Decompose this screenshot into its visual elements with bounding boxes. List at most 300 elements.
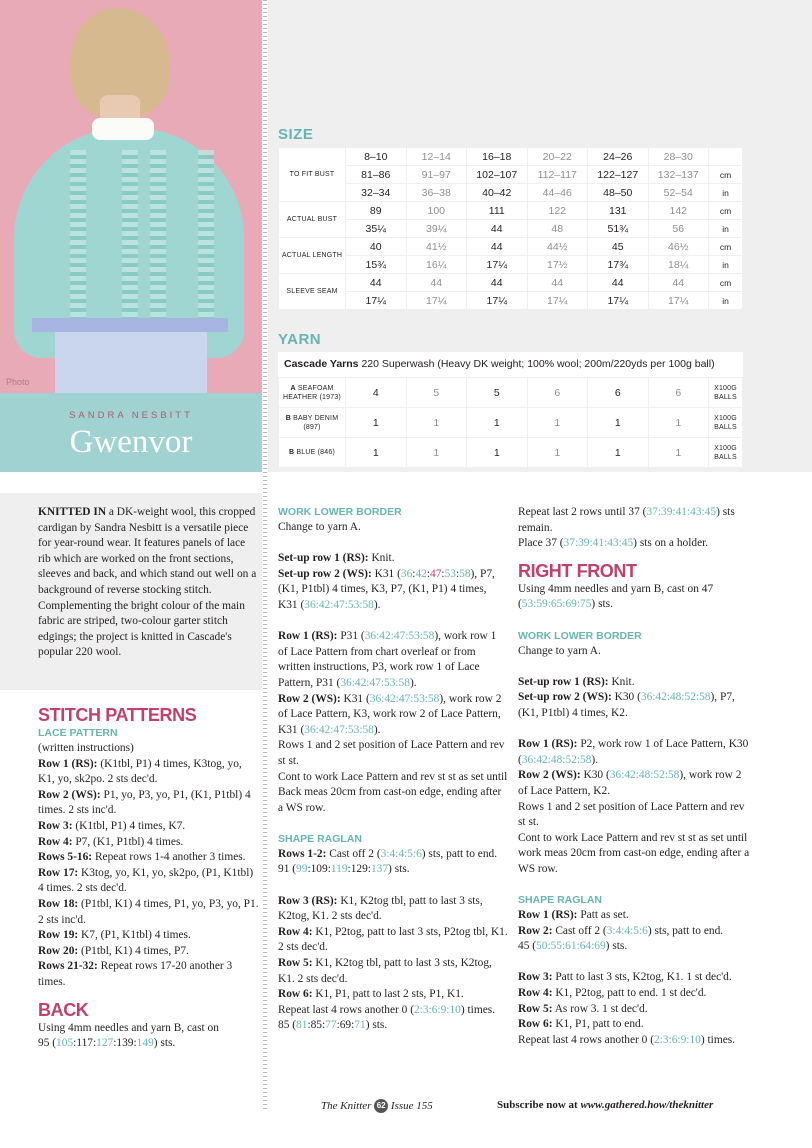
row-text: K7, (P1, K1tbl) 4 times. — [78, 929, 191, 942]
size-number: 36:42:47:53:58 — [364, 630, 435, 643]
yarn-name: BLUE (846) — [296, 449, 335, 456]
yarn-brand: Cascade Yarns — [284, 358, 359, 370]
cover-photo — [0, 0, 262, 393]
change-yarn: Change to yarn A. — [278, 521, 361, 533]
size-cell: 44 — [407, 274, 467, 291]
row-2 — [278, 692, 508, 739]
row-label: Set-up row 1 (RS): — [518, 675, 609, 688]
text: Repeat last 4 rows another 0 ( — [518, 1033, 655, 1046]
size-unit: in — [709, 184, 742, 201]
row-text: Repeat rows 1-4 another 3 times. — [92, 851, 246, 864]
designer-name: SANDRA NESBITT — [69, 410, 193, 421]
row-label: Row 1 (RS): — [38, 757, 98, 770]
yarn-description — [278, 352, 743, 377]
row-label: Row 17: — [38, 866, 79, 879]
instruction-line — [278, 956, 508, 987]
size-number: 36:42:48:52:58 — [521, 753, 592, 766]
instruction-line — [38, 819, 260, 835]
size-cell: 17¼ — [588, 292, 648, 309]
size-number: 117 — [76, 1037, 93, 1050]
yarn-cell: 1 — [588, 408, 648, 437]
row-text: Patt to last 3 sts, K2tog, K1. 1 st dec'd. — [552, 971, 732, 984]
text: :109: — [307, 863, 331, 876]
row-label: Row 3: — [38, 819, 73, 832]
size-row-label: SLEEVE SEAM — [279, 274, 345, 309]
size-number: 36:42:48:52:58 — [640, 691, 711, 704]
text: P31 ( — [337, 630, 365, 643]
row-text: K1, P2tog, patt to last 3 sts, P2tog tbl, K1. 2 sts dec'd. — [278, 925, 508, 954]
cardigan-hem — [32, 318, 228, 332]
row-label: Rows 5-16: — [38, 851, 93, 864]
back-heading: BACK — [38, 999, 89, 1020]
size-cell: 131 — [588, 202, 648, 219]
size-cell: 44½ — [528, 238, 588, 255]
yarn-name: SEAFOAM HEATHER (1973) — [283, 384, 341, 401]
size-row — [279, 202, 742, 219]
size-cell: 122 — [528, 202, 588, 219]
size-row — [279, 148, 742, 165]
text: Rows 1 and 2 set position of Lace Pattern and rev st st. — [518, 800, 745, 829]
size-number: 36:42:47:53:58 — [304, 598, 374, 611]
size-cell: 16–18 — [467, 148, 527, 165]
row-label: Row 3: — [518, 971, 553, 984]
size-cell: 45 — [588, 238, 648, 255]
size-number: 2:3:6:9:10 — [654, 1033, 701, 1046]
size-row — [279, 274, 742, 291]
yarn-code: A — [290, 384, 296, 392]
yarn-cell: 1 — [467, 408, 527, 437]
text: ), work row 2 of Lace Pattern, K2. — [518, 769, 742, 797]
text: K30 ( — [580, 769, 610, 782]
size-number: 3:4:4:5:6 — [380, 847, 422, 860]
size-number: 81 — [296, 1019, 308, 1032]
yarn-cell: 1 — [346, 438, 406, 467]
size-cell: 40 — [346, 238, 406, 255]
yarn-unit: X100G BALLS — [709, 378, 742, 407]
yarn-colour-label — [279, 438, 345, 467]
row-label: Set-up row 2 (WS): — [518, 691, 612, 704]
instruction-line — [38, 944, 260, 960]
text: Cast off 2 ( — [326, 847, 381, 860]
size-row-label: ACTUAL BUST — [279, 202, 345, 237]
size-cell: 44 — [649, 274, 709, 291]
size-cell: 15¾ — [346, 256, 406, 273]
pattern-title: Gwenvor — [69, 424, 193, 460]
yarn-cell: 6 — [588, 378, 648, 407]
issue: Issue 155 — [390, 1100, 433, 1112]
instruction-line — [38, 757, 260, 788]
yarn-name: BABY DENIM (897) — [293, 414, 339, 431]
size-number: 36:42:47:53:58 — [369, 692, 440, 705]
size-cell: 89 — [346, 202, 406, 219]
stitch-count — [278, 1018, 508, 1034]
text: Place 37 ( — [518, 537, 564, 550]
instruction-line — [38, 835, 260, 851]
text: Knit. — [368, 552, 395, 565]
size-cell: 24–26 — [588, 148, 648, 165]
size-cell: 52–54 — [649, 184, 709, 201]
size-cell: 35¼ — [346, 220, 406, 237]
row-text: K1, K2tog tbl, patt to last 3 sts, K2tog, K1. 2 sts dec'd. — [278, 894, 483, 923]
text: ) sts. — [153, 1037, 176, 1050]
column-1 — [38, 704, 260, 1052]
size-cell: 17¾ — [588, 256, 648, 273]
lace-panel — [70, 150, 86, 330]
size-row-label: ACTUAL LENGTH — [279, 238, 345, 273]
yarn-row — [279, 378, 742, 407]
text: Cast off 2 ( — [552, 924, 607, 937]
size-cell: 17¼ — [649, 292, 709, 309]
row-label: Row 5: — [518, 1002, 553, 1015]
text: K31 ( — [371, 567, 401, 580]
yarn-cell: 1 — [407, 408, 467, 437]
yarn-row — [279, 438, 742, 467]
size-number: 99 — [296, 863, 308, 876]
photo-placeholder-label: Photo — [6, 377, 30, 387]
row-label: Row 18: — [38, 897, 79, 910]
size-cell: 48–50 — [588, 184, 648, 201]
text: 85 ( — [278, 1019, 297, 1032]
size-cell: 17¼ — [467, 292, 527, 309]
size-number: 149 — [136, 1037, 154, 1050]
yarn-cell: 5 — [407, 378, 467, 407]
text: K31 ( — [340, 692, 370, 705]
text: P2, work row 1 of Lace Pattern, K30 ( — [518, 738, 749, 766]
repeat — [278, 1003, 508, 1019]
back-cast-on: Using 4mm needles and yarn B, cast on 95 (105:117:127:139:149) sts. — [38, 1021, 219, 1050]
size-cell: 91–97 — [407, 166, 467, 183]
row-label: Row 6: — [278, 988, 313, 1001]
row-label: Row 4: — [38, 835, 73, 848]
yarn-colour-label — [279, 408, 345, 437]
row-label: Row 2 (WS): — [38, 788, 101, 801]
size-cell: 44 — [467, 274, 527, 291]
yarn-cell: 1 — [588, 438, 648, 467]
instruction-line — [278, 894, 508, 925]
intro-lead: KNITTED IN — [38, 506, 107, 518]
row-text: As row 3. 1 st dec'd. — [552, 1002, 648, 1015]
divider-stitching — [263, 0, 267, 1110]
size-unit: cm — [709, 166, 742, 183]
instruction-line — [38, 850, 260, 866]
yarn-row — [279, 408, 742, 437]
size-unit: in — [709, 292, 742, 309]
size-cell: 20–22 — [528, 148, 588, 165]
yarn-colour-label — [279, 378, 345, 407]
row-label: Row 19: — [38, 929, 79, 942]
yarn-cell: 6 — [649, 378, 709, 407]
size-unit: cm — [709, 274, 742, 291]
size-number: 53:59:65:69:75 — [521, 598, 592, 611]
size-cell: 17¼ — [407, 292, 467, 309]
yarn-code: B — [289, 449, 295, 456]
size-cell: 17½ — [528, 256, 588, 273]
stitch-count — [278, 862, 508, 878]
front-cast-on — [518, 582, 750, 613]
size-cell: 17¼ — [528, 292, 588, 309]
size-cell: 40–42 — [467, 184, 527, 201]
size-number: 77 — [325, 1019, 337, 1032]
rows-1-2 — [278, 847, 508, 863]
setup-row-2: Set-up row 2 (WS): K31 (36:42:47:53:58), P7, (K1, P1tbl) 4 times, K3, P7, (K1, P1) 4 times, K31 (36:42:47:53:58). — [278, 567, 495, 611]
size-row — [279, 166, 742, 183]
row-1 — [518, 908, 750, 924]
work-lower-border-heading: WORK LOWER BORDER — [518, 629, 642, 642]
instruction-line — [38, 959, 260, 990]
size-row — [279, 220, 742, 237]
size-row — [279, 238, 742, 255]
size-cell: 44 — [346, 274, 406, 291]
text: ) times. — [460, 1003, 496, 1016]
instruction-line — [518, 1002, 750, 1018]
repeat — [518, 1033, 750, 1049]
instruction-line — [518, 986, 750, 1002]
size-number: 71 — [354, 1019, 366, 1032]
size-number: 42 — [415, 567, 427, 580]
size-number: 58 — [459, 567, 471, 580]
yarn-cell: 5 — [467, 378, 527, 407]
text: ) sts, patt to end. — [421, 847, 498, 860]
text: Patt as set. — [577, 909, 629, 922]
instruction-line — [38, 866, 260, 897]
instruction-line — [38, 897, 260, 928]
text: 95 ( — [38, 1037, 57, 1050]
text: :69: — [336, 1019, 355, 1032]
size-cell: 44 — [588, 274, 648, 291]
stitch-count — [518, 939, 750, 955]
row-label: Row 2: — [518, 924, 553, 937]
row-label: Rows 21-32: — [38, 960, 98, 973]
instruction-line — [278, 987, 508, 1003]
row-label: Set-up row 1 (RS): — [278, 552, 369, 565]
size-cell: 32–34 — [346, 184, 406, 201]
row-text: P7, (K1, P1tbl) 4 times. — [72, 835, 184, 848]
size-cell: 132–137 — [649, 166, 709, 183]
instruction-line — [518, 1017, 750, 1033]
size-cell: 44–46 — [528, 184, 588, 201]
text: ). — [409, 676, 417, 689]
lace-panel — [122, 150, 138, 330]
text: ), work row 2 of Lace Pattern, K3, work row 2 of Lace Pattern, K31 ( — [278, 692, 502, 736]
row-label: Row 5: — [278, 957, 313, 970]
yarn-cell: 6 — [528, 378, 588, 407]
size-number: 50:55:61:64:69 — [536, 940, 606, 953]
text: ), P7, (K1, P1tbl) 4 times, K2. — [518, 691, 735, 719]
size-cell: 122–127 — [588, 166, 648, 183]
row-text: Repeat rows 17-20 another 3 times. — [38, 960, 233, 988]
magazine-name: The Knitter — [321, 1100, 372, 1112]
size-number: 3:4:4:5:6 — [606, 924, 648, 937]
intro-body: a DK-weight wool, this cropped cardigan by Sandra Nesbitt is a versatile piece for year-round wear. It features panels of lace rib which are worked on the front sections, sleeves and back, and which stand out well on a background of reverse stocking stitch. Complementing the bright colour of the main fabric are striped, two-colour garter stitch edgings; the project is knitted in Cascade's popular 220 wool. — [38, 506, 257, 659]
yarn-cell: 1 — [346, 408, 406, 437]
size-cell: 44 — [467, 220, 527, 237]
text: Repeat last 2 rows until 37 ( — [518, 506, 647, 518]
footer-subscribe — [497, 1099, 713, 1111]
text: ) sts, patt to end. — [647, 924, 724, 937]
size-table — [278, 147, 743, 310]
yarn-cell: 4 — [346, 378, 406, 407]
size-row — [279, 256, 742, 273]
yarn-cell: 1 — [467, 438, 527, 467]
size-number: 119 — [330, 863, 348, 876]
size-number: 127 — [96, 1037, 114, 1050]
yarn-code: B — [285, 414, 292, 422]
yarn-cell: 1 — [649, 408, 709, 437]
yarn-desc: 220 Superwash (Heavy DK weight; 100% wool; 200m/220yds per 100g ball) — [358, 358, 715, 370]
instruction-line — [38, 788, 260, 819]
yarn-cell: 1 — [407, 438, 467, 467]
size-number: 36:42:48:52:58 — [609, 769, 680, 782]
text: ) times. — [700, 1033, 736, 1046]
setup-row-1 — [278, 551, 508, 567]
row-label: Row 6: — [518, 1018, 553, 1031]
text: ). — [591, 753, 599, 766]
setup-row-1 — [518, 675, 750, 691]
instruction-line — [518, 970, 750, 986]
size-cell: 17¼ — [467, 256, 527, 273]
row-text: K1, K2tog tbl, patt to last 3 sts, K2tog, K1. 2 sts dec'd. — [278, 957, 492, 985]
column-3 — [518, 505, 750, 1048]
page-number: 62 — [374, 1099, 388, 1113]
size-number: 36:42:47:53:58 — [340, 676, 410, 689]
size-unit: in — [709, 256, 742, 273]
yarn-cell: 1 — [528, 438, 588, 467]
size-number: 37:39:41:43:45 — [563, 537, 634, 550]
size-heading: SIZE — [278, 126, 314, 143]
size-row-label: TO FIT BUST — [279, 148, 345, 201]
text: Using 4mm needles and yarn B, cast on — [38, 1021, 219, 1034]
text: K30 ( — [611, 691, 641, 704]
size-number: 36:42:47:53:58 — [304, 723, 374, 736]
row-label: Row 20: — [38, 944, 79, 957]
size-cell: 111 — [467, 202, 527, 219]
shape-raglan-heading: SHAPE RAGLAN — [518, 894, 603, 907]
size-number: 47 — [430, 567, 442, 580]
text: : — [73, 1037, 77, 1050]
place-on-holder — [518, 536, 750, 552]
text: 91 ( — [278, 863, 297, 876]
row-label: Row 2 (WS): — [518, 769, 581, 782]
text: ) sts on a holder. — [633, 537, 709, 550]
size-number: 37:39:41:43:45 — [646, 506, 717, 518]
size-cell: 81–86 — [346, 166, 406, 183]
size-cell: 44 — [528, 274, 588, 291]
row-label: Row 1 (RS): — [518, 909, 578, 922]
row-text: (K1tbl, P1) 4 times, K3tog, yo, K1, yo, sk2po. 2 sts dec'd. — [38, 757, 242, 786]
row-label: Row 1 (RS): — [278, 630, 338, 643]
size-cell: 48 — [528, 220, 588, 237]
written-note: (written instructions) — [38, 742, 134, 754]
size-number: 137 — [370, 863, 389, 876]
size-cell: 51¾ — [588, 220, 648, 237]
row-text: (P1tbl, K1) 4 times, P1, yo, P3, yo, P1. 2 sts inc'd. — [38, 897, 259, 926]
row-label: Set-up row 2 (WS): — [278, 567, 372, 580]
row-label: Row 4: — [518, 987, 553, 1000]
row-text: (P1tbl, K1) 4 times, P7. — [78, 944, 189, 957]
text: Cont to work Lace Pattern and rev st st as set until Back meas 20cm from cast-on edge, ending after a WS row. — [278, 770, 508, 814]
size-cell: 112–117 — [528, 166, 588, 183]
yarn-cell: 1 — [528, 408, 588, 437]
size-number: 53 — [444, 567, 456, 580]
shirt-collar — [92, 118, 154, 140]
text: :139: — [113, 1037, 137, 1050]
size-unit: cm — [709, 202, 742, 219]
text: ), work row 1 of Lace Pattern from chart overleaf or from written instructions, P3, work row 1 of Lace Pattern, P31 ( — [278, 630, 497, 689]
size-cell: 41½ — [407, 238, 467, 255]
size-cell: 39¼ — [407, 220, 467, 237]
size-cell: 44 — [467, 238, 527, 255]
size-cell: 12–14 — [407, 148, 467, 165]
row-text: (K1tbl, P1) 4 times, K7. — [72, 819, 186, 832]
instruction-line — [278, 925, 508, 956]
text: ) sts. — [591, 598, 613, 611]
work-lower-border-heading: WORK LOWER BORDER — [278, 506, 402, 518]
size-number: 2:3:6:9:10 — [414, 1003, 461, 1016]
subscribe-link[interactable]: www.gathered.how/theknitter — [580, 1099, 714, 1111]
text: ) sts. — [605, 940, 628, 953]
text: ) sts remain. — [518, 506, 735, 534]
size-row — [279, 184, 742, 201]
text: 45 ( — [518, 940, 537, 953]
text: :85: — [307, 1019, 326, 1032]
text: Rows 1 and 2 set position of Lace Pattern and rev st st. — [278, 739, 505, 767]
change-yarn: Change to yarn A. — [518, 644, 601, 657]
right-front-heading: RIGHT FRONT — [518, 560, 637, 581]
yarn-cell: 1 — [649, 438, 709, 467]
text: ) sts. — [365, 1019, 388, 1032]
shape-raglan-heading: SHAPE RAGLAN — [278, 832, 363, 845]
yarn-table — [278, 377, 743, 468]
text: Using 4mm needles and yarn B, cast on 47 ( — [518, 582, 714, 611]
size-cell: 142 — [649, 202, 709, 219]
size-cell: 28–30 — [649, 148, 709, 165]
lace-panel — [150, 150, 166, 330]
intro-text — [38, 505, 258, 661]
setup-row-2 — [518, 690, 750, 721]
row-1 — [278, 629, 508, 691]
row-label: Row 2 (WS): — [278, 692, 341, 705]
subscribe-label: Subscribe now at — [497, 1099, 578, 1111]
size-row — [279, 292, 742, 309]
size-cell: 8–10 — [346, 148, 406, 165]
repeat-until — [518, 505, 750, 536]
size-unit — [709, 148, 742, 165]
size-unit: in — [709, 220, 742, 237]
row-1 — [518, 737, 750, 768]
text: ), P7, (K1, P1tbl) 4 times, K3, P7, (K1, P1) 4 times, K31 ( — [278, 567, 495, 611]
size-cell: 56 — [649, 220, 709, 237]
row-text: K1, P1, patt to end. — [552, 1018, 644, 1031]
row-label: Rows 1-2: — [278, 847, 327, 860]
skirt — [55, 332, 207, 393]
row-text: P1, yo, P3, yo, P1, (K1, P1tbl) 4 times. 2 sts inc'd. — [38, 788, 251, 817]
yarn-unit: X100G BALLS — [709, 408, 742, 437]
size-cell: 100 — [407, 202, 467, 219]
size-number: 105 — [56, 1037, 74, 1050]
column-2 — [278, 505, 508, 1034]
footer-magazine — [321, 1099, 433, 1113]
text: Repeat last 4 rows another 0 ( — [278, 1003, 415, 1016]
size-number: 36 — [400, 567, 413, 580]
text: :129: — [347, 863, 371, 876]
size-cell: 36–38 — [407, 184, 467, 201]
row-2 — [518, 768, 750, 799]
row-label: Row 1 (RS): — [518, 738, 578, 751]
text: ). — [373, 598, 381, 611]
row-2 — [518, 924, 750, 940]
text: ) sts. — [388, 863, 410, 876]
row-text: K1, P1, patt to last 2 sts, P1, K1. — [312, 988, 464, 1001]
